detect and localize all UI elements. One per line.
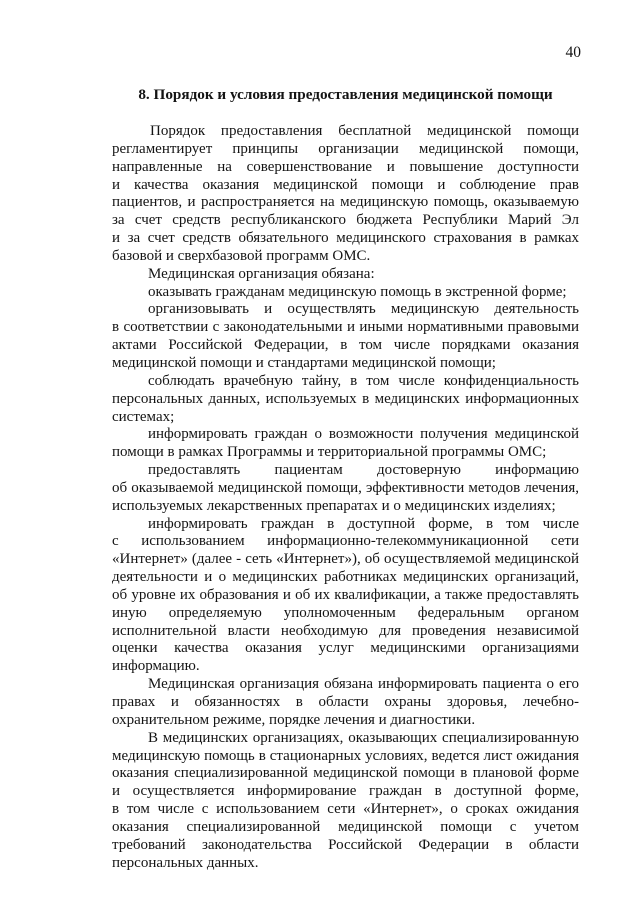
text-line: В медицинских организациях, оказывающих специализированную: [148, 729, 579, 746]
section-title: 8. Порядок и условия предоставления медицинской помощи: [138, 86, 553, 103]
paragraph: [112, 284, 579, 302]
text-line: деятельности и о медицинских работниках медицинских организаций,: [112, 569, 579, 586]
text-line: Медицинская организация обязана информировать пациента о его: [148, 676, 579, 693]
text-line: охранительном режиме, порядке лечения и диагностики.: [112, 711, 476, 728]
text-line: об оказываемой медицинской помощи, эффективности методов лечения,: [112, 479, 579, 496]
text-line: Порядок предоставления бесплатной медицинской помощи: [150, 123, 579, 139]
paragraph: [112, 426, 579, 462]
paragraph: [112, 676, 579, 730]
text-line: регламентирует принципы организации медицинской помощи,: [112, 140, 579, 157]
text-line: с использованием информационно-телекоммуникационной сети: [112, 533, 579, 550]
text-line: персональных данных, используемых в медицинских информационных: [112, 390, 579, 407]
paragraph: [112, 123, 579, 266]
body-text: [112, 123, 579, 872]
text-line: иную определяемую уполномоченным федеральным органом: [112, 604, 579, 621]
text-line: соблюдать врачебную тайну, в том числе конфиденциальность: [148, 372, 579, 389]
text-line: правах и обязанностях в области охраны здоровья, лечебно-: [112, 694, 579, 710]
text-line: оказывать гражданам медицинскую помощь в экстренной форме;: [148, 283, 567, 300]
text-line: оценки качества оказания услуг медицинскими организациями: [112, 640, 579, 657]
text-line: оказания специализированной медицинской помощи в плановой форме: [112, 765, 579, 782]
text-line: медицинскую помощь в стационарных условиях, ведется лист ожидания: [112, 747, 579, 764]
paragraph: [112, 373, 579, 427]
text-line: используемых лекарственных препаратах и о медицинских изделиях;: [112, 497, 556, 514]
text-line: информацию.: [112, 658, 200, 675]
paragraph: [112, 266, 579, 284]
text-line: базовой и сверхбазовой программ ОМС.: [112, 247, 371, 264]
paragraph: [112, 462, 579, 516]
text-line: медицинской помощи и стандартами медицинской помощи;: [112, 354, 496, 371]
text-line: Медицинская организация обязана:: [148, 265, 375, 282]
paragraph: [112, 301, 579, 372]
text-line: информировать граждан в доступной форме, в том числе: [148, 515, 579, 532]
text-line: требований законодательства Российской Федерации в области: [112, 836, 579, 853]
text-line: и осуществляется информирование граждан в доступной форме,: [112, 783, 579, 800]
page-number: 40: [565, 44, 581, 61]
text-line: исполнительной власти необходимую для проведения независимой: [112, 622, 579, 639]
text-line: и качества оказания медицинской помощи и соблюдение прав: [112, 176, 579, 193]
text-line: помощи в рамках Программы и территориальной программы ОМС;: [112, 444, 547, 461]
text-line: направленные на совершенствование и повышение доступности: [112, 158, 579, 175]
text-line: в том числе с использованием сети «Интернет», о сроках ожидания: [112, 801, 579, 818]
text-line: за счет средств республиканского бюджета Республики Марий Эл: [112, 212, 579, 229]
text-line: оказания специализированной медицинской помощи с учетом: [112, 818, 579, 835]
text-line: пациентов, и распространяется на медицинскую помощь, оказываемую: [112, 194, 579, 211]
text-line: организовывать и осуществлять медицинскую деятельность: [148, 301, 579, 318]
text-line: актами Российской Федерации, в том числе порядками оказания: [112, 337, 579, 354]
paragraph: [112, 516, 579, 677]
text-line: информировать граждан о возможности получения медицинской: [148, 426, 579, 443]
text-line: «Интернет» (далее - сеть «Интернет»), об осуществляемой медицинской: [112, 551, 579, 568]
text-line: и за счет средств обязательного медицинского страхования в рамках: [112, 230, 579, 247]
text-line: об уровне их образования и об их квалификации, а также предоставлять: [112, 586, 579, 603]
text-line: системах;: [112, 408, 175, 425]
text-line: персональных данных.: [112, 854, 259, 871]
text-line: предоставлять пациентам достоверную информацию: [148, 462, 579, 479]
paragraph: [112, 730, 579, 873]
text-line: в соответствии с законодательными и иными нормативными правовыми: [112, 319, 579, 336]
